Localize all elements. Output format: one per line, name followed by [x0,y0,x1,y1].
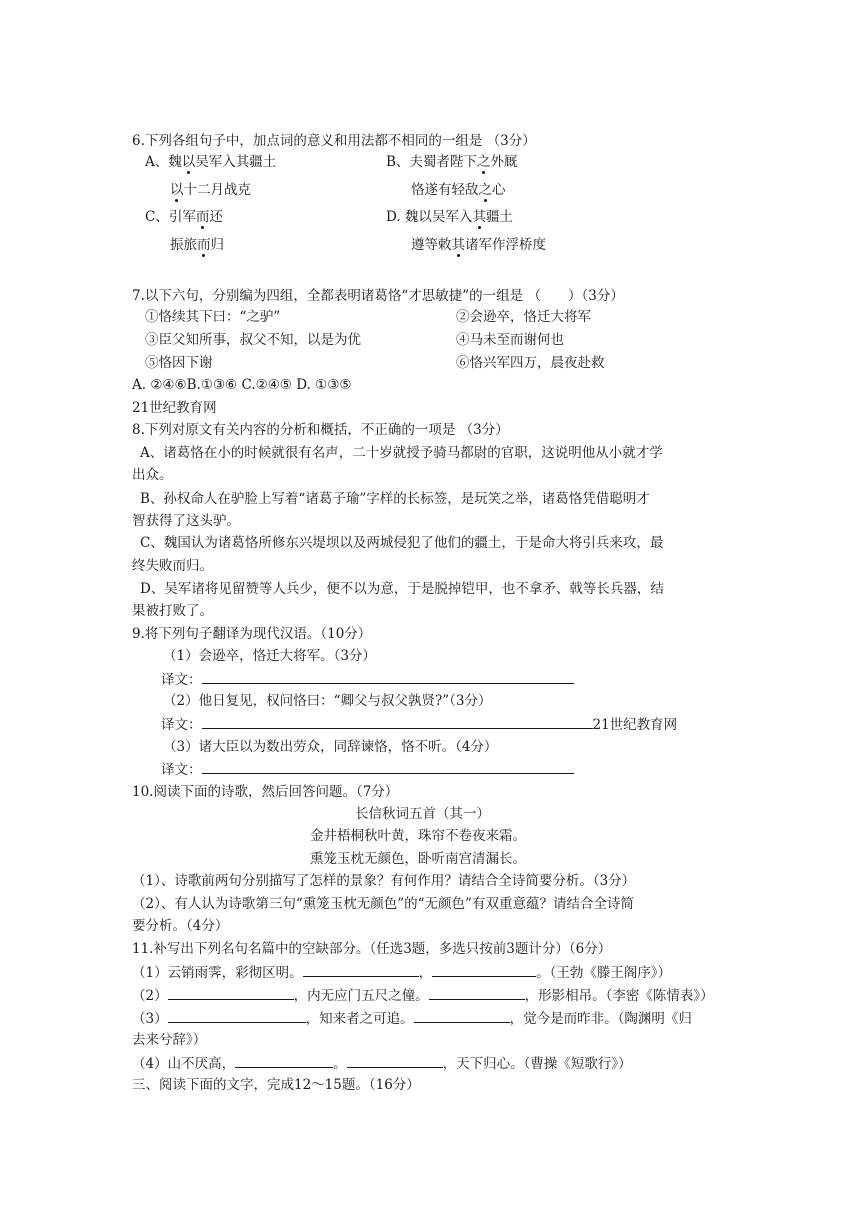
q6-option-c-line2 [170,235,224,255]
answer-label: 译文： [161,672,202,688]
text: （4）山不厌高， [132,1056,236,1072]
poem-line-2: 熏笼玉枕无颜色，卧听南宫清漏长。 [310,851,526,867]
text: 。（王勃《滕王阁序》） [536,965,672,981]
q8-stem: 8.下列对原文有关内容的分析和概括，不正确的一项是 （3分） [132,422,509,438]
q9-answer-1 [161,669,574,690]
text: ，形影相吊。（李密《陈情表》） [524,988,714,1004]
dotted-char: 之 [476,154,491,170]
text: 疆土 [485,209,513,225]
q8-option-a-line1: A、诸葛恪在小的时候就很有名声，二十岁就授予骑马都尉的官职，这说明他从小就才学 [140,445,663,461]
text: 心 [492,182,506,198]
poem-title: 长信秋词五首（其一） [355,806,490,822]
q9-sentence-2: （2）他日复见，权问恪曰：“卿父与叔父孰贤?”（3分） [163,693,492,709]
fill-blank[interactable] [432,962,536,977]
text: 恪遂有轻敌 [411,182,479,198]
section-3-heading: 三、阅读下面的文字，完成12～15题。（16分） [132,1077,420,1093]
text: 还 [209,209,223,225]
fill-blank[interactable] [347,1053,443,1068]
text: A、魏 [145,154,182,170]
q7-sentence-6: ⑥恪兴军四万，晨夜赴救 [456,355,605,371]
q9-sentence-3: （3）诸大臣以为数出劳众，同辞谏恪，恪不听。（4分） [163,739,498,755]
q11-line-4 [132,1053,632,1074]
q6-option-a-line1 [145,152,276,172]
text: 振旅 [170,237,197,253]
dotted-char: 而 [195,209,210,225]
answer-label: 译文： [161,717,202,733]
text: D. 魏以吴军入 [386,209,473,225]
q6-option-a-line2 [170,180,251,200]
q6-option-c-line1 [145,207,223,227]
text: 遵等敕 [411,237,452,253]
dotted-char: 以 [170,182,184,198]
q8-option-b-line1: B、孙权命人在驴脸上写着“诸葛子瑜”字样的长标签，是玩笑之举，诸葛恪凭借聪明才 [140,491,650,507]
q7-sentence-4: ④马未至而谢何也 [456,332,564,348]
text: 。 [333,1056,347,1072]
text: ，知来者之可追。 [305,1011,414,1027]
q7-stem: 7.以下六句，分别编为四组，全都表明诸葛恪“才思敏捷”的一组是 （ ）（3分） [132,288,624,304]
answer-label: 译文： [161,762,202,778]
dotted-char: 以 [181,154,196,170]
q7-sentence-3: ③臣父知所事，叔父不知，以是为优 [145,332,361,348]
fill-blank[interactable] [168,985,294,1000]
q11-line-1 [132,962,671,983]
q11-line-2 [132,985,714,1006]
q6-option-b-line2 [411,180,506,200]
q6-stem: 6.下列各组句子中，加点词的意义和用法都不相同的一组是 （3分） [132,133,536,149]
q8-option-c-line2: 终失败而归。 [132,558,213,574]
text: C、引军 [145,209,196,225]
q8-option-b-line2: 智获得了这头驴。 [132,513,240,529]
q10-sub-question-2-line1: （2）、有人认为诗歌第三句“熏笼玉枕无颜色”的“无颜色”有双重意蕴？请结合全诗简 [132,896,634,912]
q10-stem: 10.阅读下面的诗歌，然后回答问题。（7分） [132,784,399,800]
text: B、夫蜀者陛下 [386,154,477,170]
watermark-text: 21世纪教育网 [592,717,678,733]
text: （1）云销雨霁，彩彻区明。 [132,965,303,981]
text: 归 [210,237,224,253]
q7-sentence-1: ①恪续其下曰：“之驴” [145,309,281,325]
text: ， [418,965,433,981]
q11-line-3-cont: 去来兮辞》） [132,1032,207,1048]
text: ，天下归心。（曹操《短歌行》） [442,1056,632,1072]
text: 吴军入其疆土 [195,154,277,170]
dotted-char: 而 [197,237,211,253]
q11-stem: 11.补写出下列名句名篇中的空缺部分。（任选3题，多选只按前3题计分）（6分） [132,941,612,957]
q9-answer-2 [161,714,677,735]
q8-option-c-line1: C、魏国认为诸葛恪所修东兴堤坝以及两城侵犯了他们的疆土，于是命大将引兵来攻，最 [140,535,664,551]
text: （2） [132,988,168,1004]
dotted-char: 其 [451,237,465,253]
q8-option-d-line2: 果被打败了。 [132,603,213,619]
q6-option-b-line1 [386,152,517,172]
poem-line-1: 金井梧桐秋叶黄，珠帘不卷夜来霜。 [310,828,526,844]
dotted-char: 其 [472,209,486,225]
q8-option-a-line2: 出众。 [132,467,173,483]
dotted-char: 之 [478,182,492,198]
q10-sub-question-2-line2: 要分析。（4分） [132,918,229,934]
q10-sub-question-1: （1）、诗歌前两句分别描写了怎样的景象？有何作用？请结合全诗简要分析。（3分） [132,873,636,889]
text: 外厩 [490,154,518,170]
q7-sentence-2: ②会逊卒，恪迁大将军 [456,309,591,325]
fill-blank[interactable] [414,1008,510,1023]
q7-sentence-5: ⑤恪因下谢 [145,355,213,371]
watermark-text: 21世纪教育网 [132,400,217,416]
fill-blank[interactable] [235,1053,333,1068]
answer-line[interactable] [202,669,574,684]
q9-sentence-1: （1）会逊卒，恪迁大将军。（3分） [163,648,376,664]
q11-line-3 [132,1008,692,1029]
q6-option-d-line1 [386,207,513,227]
q9-stem: 9.将下列句子翻译为现代汉语。（10分） [132,626,372,642]
text: ，内无应门五尺之僮。 [293,988,429,1004]
q7-options: A. ②④⑥B.①③⑥ C.②④⑤ D. ①③⑤ [132,377,352,393]
q9-answer-3 [161,759,574,780]
text: （3） [132,1011,168,1027]
fill-blank[interactable] [168,1008,306,1023]
q6-option-d-line2 [411,235,546,255]
text: 诸军作浮桥度 [465,237,546,253]
q8-option-d-line1: D、吴军诸将见留赞等人兵少，便不以为意，于是脱掉铠甲，也不拿矛、戟等长兵器，结 [140,581,664,597]
fill-blank[interactable] [303,962,419,977]
text: ，觉今是而昨非。（陶渊明《归 [509,1011,692,1027]
fill-blank[interactable] [429,985,525,1000]
answer-line[interactable] [202,714,593,729]
text: 十二月战克 [183,182,251,198]
answer-line[interactable] [202,759,574,774]
